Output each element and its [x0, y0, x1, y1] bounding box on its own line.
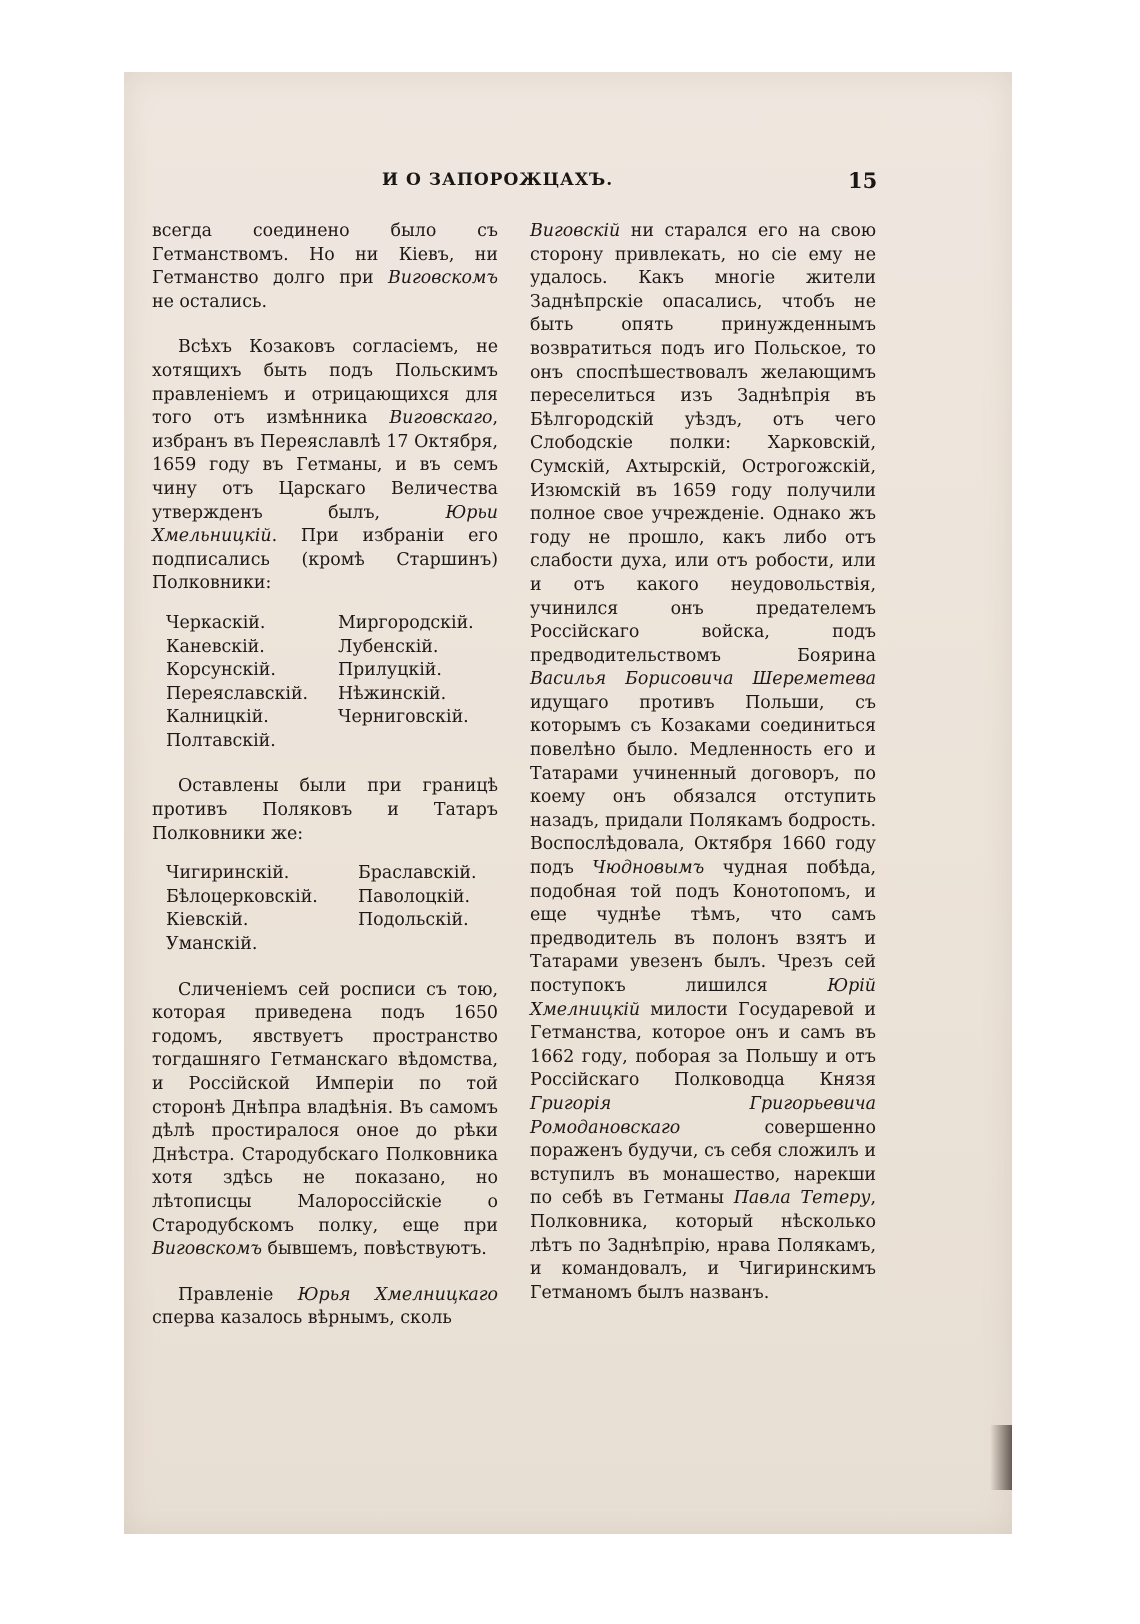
list-item: Бѣлоцерковскій. — [166, 886, 318, 907]
list-item: Чигиринскій. — [166, 863, 290, 884]
running-head: И О ЗАПОРОЖЦАХЪ. — [382, 170, 614, 190]
list-item: Кіевскій. — [166, 910, 249, 931]
paragraph-6: Виговскій ни старался его на свою сторону привлекать, но сіе ему не удалось. Какъ многіе жители Заднѣпрскіе опасались, чтобъ не быть опять принужденнымъ возвратиться подъ иго Польское, то онъ споспѣшествовалъ желающимъ переселиться изъ Заднѣпрія въ Бѣлгородскій уѣздъ, отъ чего Слободскіе полки: Харковскій, Сумскій, Ахтырскій, Острогожскій, Изюмскій въ 1659 году получили полное свое учрежденіе. Однако жъ году не прошло, какъ либо отъ слабости духа, или отъ робости, или и отъ какого неудовольствія, учинился онъ предателемъ Россійскаго войска, подъ предводительствомъ Боярина Василья Борисовича Шереметева идущаго противъ Польши, съ которымъ съ Козаками соединиться повелѣно было. Медленность его и Татарами учиненный договоръ, по коему онъ обязался отступить назадъ, придали Полякамъ бодрость. Воспослѣдовала, Октября 1660 году подъ Чюдновымъ чудная побѣда, подобная той подъ Конотопомъ, и еще чуднѣе тѣмъ, что самъ предводитель въ полонъ взятъ и Татарами увезенъ былъ. Чрезъ сей поступокъ лишился Юрій Хмелницкій милости Государевой и Гетманства, которое онъ и самъ въ 1662 году, поборая за Польшу и отъ Россійскаго Полководца Князя Григорія Григорьевича Ромодановскаго совершенно пораженъ будучи, съ себя сложилъ и вступилъ въ монашество, нарекши по себѣ въ Гетманы Павла Тетеру, Полковника, который нѣсколько лѣтъ по Заднѣпрію, нрава Полякамъ, и командовалъ, и Чигиринскимъ Гетманомъ былъ названъ. — [530, 221, 876, 1303]
paragraph-1: всегда соединено было съ Гетманствомъ. Но ни Кіевъ, ни Гетманство долго при Виговскомъ не остались. — [152, 221, 498, 312]
list-item: Черкаскій. — [166, 612, 266, 633]
list-item: Переяславскій. — [166, 683, 309, 704]
list-item — [338, 730, 508, 754]
colonels-list-1 — [152, 612, 498, 754]
list-item: Миргородскій. — [338, 612, 474, 633]
paragraph-5: Правленіе Юрья Хмелницкаго сперва казалось вѣрнымъ, сколь — [152, 1284, 498, 1329]
list-item: Прилуцкій. — [338, 660, 442, 681]
colonels-list-2 — [152, 862, 498, 956]
list-item: Подольскій. — [358, 910, 469, 931]
paragraph-2: Всѣхъ Козаковъ согласіемъ, не хотящихъ быть подъ Польскимъ правленіемъ и отрицающихся для того отъ измѣнника Виговскаго, избранъ въ Переяславлѣ 17 Октября, 1659 году въ Гетманы, и въ семъ чину отъ Царскаго Величества утвержденъ былъ, Юрьи Хмельницкій. При избраніи его подписались (кромѣ Старшинъ) Полковники: — [152, 337, 498, 594]
list-item: Паволоцкій. — [358, 886, 471, 907]
list-item: Браславскій. — [358, 863, 477, 884]
list-item: Корсунскій. — [166, 660, 276, 681]
page-number: 15 — [848, 168, 878, 193]
list-item — [358, 933, 508, 957]
list-item: Калницкій. — [166, 707, 269, 728]
list-item: Лубенскій. — [338, 636, 439, 657]
paragraph-4: Сличеніемъ сей росписи съ тою, которая приведена подъ 1650 годомъ, явствуетъ пространство тогдашняго Гетманскаго вѣдомства, и Россійской Имперіи по той сторонѣ Днѣпра владѣнія. Въ самомъ дѣлѣ простиралося оное до рѣки Днѣстра. Стародубскаго Полковника хотя здѣсь не показано, но лѣтописцы Малороссійскіе о Стародубскомъ полку, еще при Виговскомъ бывшемъ, повѣствуютъ. — [152, 979, 498, 1260]
list-item: Черниговскій. — [338, 707, 469, 728]
list-item: Нѣжинскій. — [338, 683, 447, 704]
list-item: Каневскій. — [166, 636, 265, 657]
list-item: Уманскій. — [166, 934, 258, 955]
right-column — [530, 220, 876, 1305]
list-item: Полтавскій. — [166, 730, 276, 751]
paragraph-3: Оставлены были при границѣ противъ Поляковъ и Татаръ Полковники же: — [152, 776, 498, 844]
page-edge-shadow — [990, 1425, 1012, 1490]
left-column — [152, 220, 498, 1331]
